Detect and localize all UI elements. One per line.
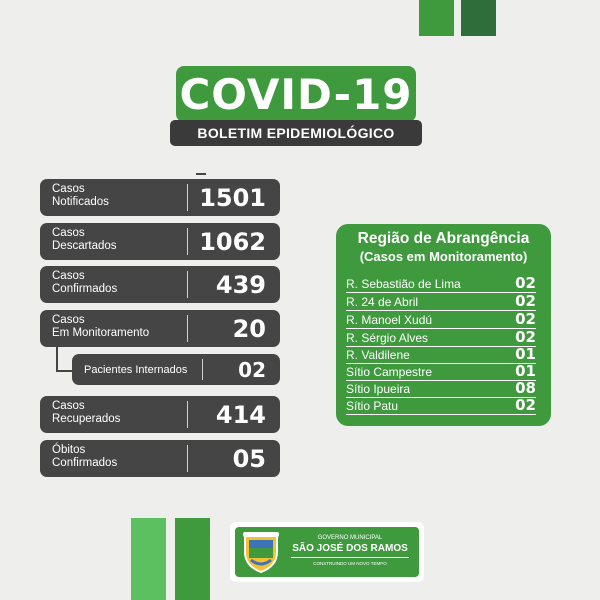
region-row-value: 02 [515,328,536,346]
stat-label: Casos Notificados [52,183,109,208]
region-row [346,397,536,415]
region-row-name: Sítio Campestre [346,365,433,379]
region-row-value: 01 [515,345,536,363]
region-row-name: Sítio Ipueira [346,382,411,396]
region-row [346,293,536,311]
stat-divider [187,401,188,428]
decor-bar-top-dark [461,0,496,36]
region-row-value: 02 [515,292,536,310]
region-row-value: 02 [515,310,536,328]
stat-notificados [40,179,280,216]
region-title: Região de Abrangência [357,230,530,247]
gov-divider [291,557,409,558]
gov-line2: SÃO JOSÉ DOS RAMOS [292,543,408,554]
stat-value: 439 [215,270,266,299]
stat-divider [187,228,188,255]
region-row [346,380,536,398]
region-row [346,275,536,293]
region-row-value: 01 [515,362,536,380]
stat-divider [202,359,203,380]
region-row [346,346,536,364]
stat-divider [187,315,188,342]
municipal-crest-icon [241,530,281,574]
stat-divider [187,184,188,211]
gov-line1: GOVERNO MUNICIPAL [317,535,383,541]
stat-descartados [40,223,280,260]
region-row [346,363,536,381]
government-logo [230,522,424,582]
stat-label: Casos Descartados [52,227,117,252]
stat-label: Óbitos Confirmados [52,444,118,469]
decor-tick [196,173,206,175]
stat-confirmados [40,266,280,303]
region-row-name: R. Manoel Xudú [346,313,433,327]
stat-value: 1062 [199,227,266,256]
stat-value: 02 [238,357,266,382]
region-row-value: 08 [515,379,536,397]
stat-label: Casos Em Monitoramento [52,314,150,339]
region-row-value: 02 [515,396,536,414]
region-panel [336,224,551,426]
government-logo-panel [235,527,419,577]
region-row-name: Sítio Patu [346,399,399,413]
region-row-name: R. Sérgio Alves [346,331,429,345]
stat-value: 20 [232,314,266,343]
stat-value: 05 [232,444,266,473]
page-title: COVID-19 [176,66,416,122]
stat-divider [187,271,188,298]
stat-label: Casos Confirmados [52,270,118,295]
stat-label: Casos Recuperados [52,400,121,425]
stat-label: Pacientes Internados [84,363,188,376]
region-row-name: R. 24 de Abril [346,295,419,309]
page-subtitle: BOLETIM EPIDEMIOLÓGICO [170,120,422,146]
decor-bar-top-light [419,0,454,36]
decor-bar-bottom-light [131,518,166,600]
stat-internados [72,354,280,385]
region-row-name: R. Sebastião de Lima [346,277,461,291]
stat-obitos [40,440,280,477]
region-row [346,311,536,329]
stat-value: 1501 [199,183,266,212]
gov-line3: CONSTRUINDO UM NOVO TEMPO [313,561,387,566]
region-row [346,329,536,347]
stat-divider [187,445,188,472]
stat-monitoramento [40,310,280,347]
region-subtitle: (Casos em Monitoramento) [359,249,528,264]
region-row-name: R. Valdilene [346,348,410,362]
stat-value: 414 [215,400,266,429]
decor-bar-bottom-green [175,518,210,600]
region-row-value: 02 [515,274,536,292]
stat-recuperados [40,396,280,433]
